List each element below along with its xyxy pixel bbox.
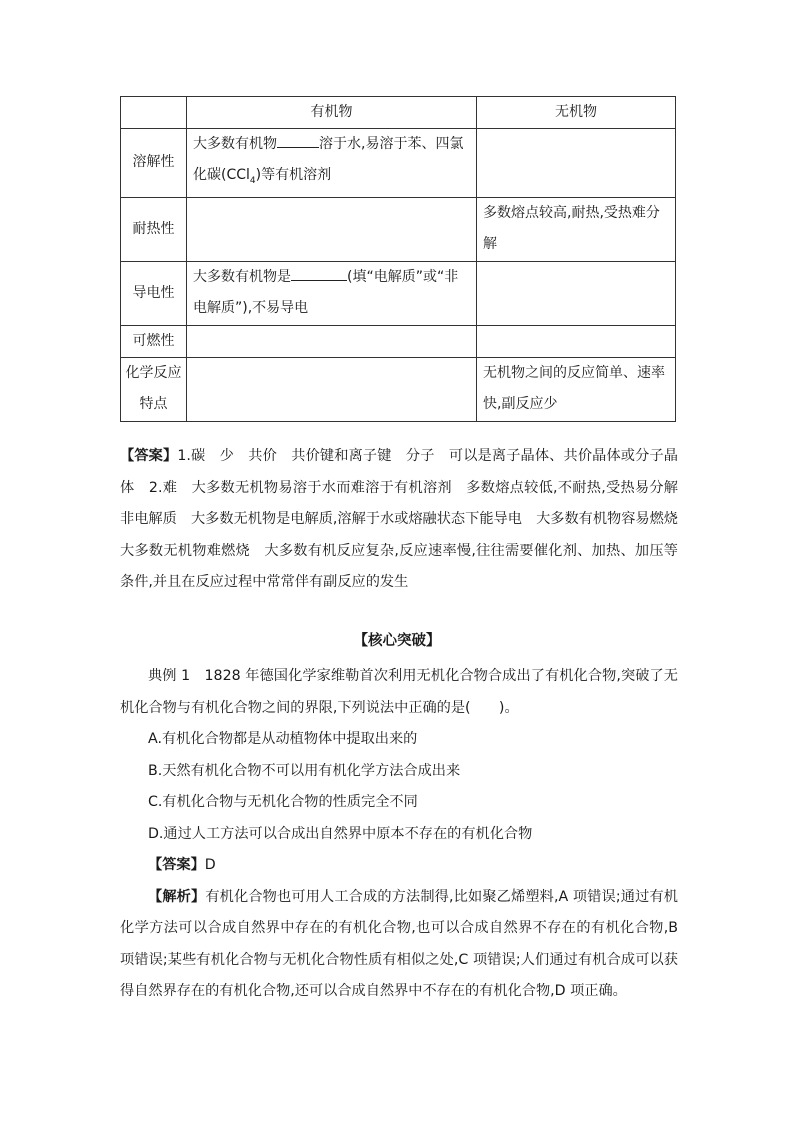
option-c: C.有机化合物与无机化合物的性质完全不同 (148, 794, 418, 810)
answer-paragraph (120, 441, 693, 599)
table-row (121, 129, 676, 198)
cell-organic-reaction (187, 357, 477, 421)
cell-organic-heat-resistance (187, 197, 477, 261)
cell-text: 大多数有机物 (193, 136, 277, 152)
row-label-solubility: 溶解性 (121, 129, 187, 198)
example-answer-tag: 【答案】 (148, 857, 205, 873)
row-label-conductivity: 导电性 (121, 261, 187, 325)
subscript: 4 (249, 175, 256, 186)
answer-tag: 【答案】 (120, 448, 178, 464)
example-block (120, 661, 678, 1008)
table-header-inorganic: 无机物 (477, 97, 676, 129)
cell-inorganic-conductivity (477, 261, 676, 325)
cell-text: )等有机溶剂 (255, 167, 332, 183)
row-label-reaction: 化学反应特点 (121, 357, 187, 421)
comparison-table (120, 96, 676, 422)
option-d: D.通过人工方法可以合成出自然界中原本不存在的有机化合物 (148, 825, 533, 842)
table-header-organic: 有机物 (187, 97, 477, 129)
cell-text: 大多数有机物是 (193, 269, 291, 286)
example-stem: 典例 1 1828 年德国化学家维勒首次利用无机化合物合成出了有机化合物,突破了无机化合物与有机化合物之间的界限,下列说法中正确的是( )。 (120, 668, 678, 716)
fill-blank (277, 133, 319, 148)
cell-inorganic-flammability (477, 325, 676, 357)
row-label-flammability: 可燃性 (121, 325, 187, 357)
analysis-tag: 【解析】 (148, 888, 206, 905)
example-answer (120, 850, 678, 882)
section-heading: 【核心突破】 (353, 633, 441, 649)
table-header-row (121, 97, 676, 129)
cell-organic-flammability (187, 325, 477, 357)
cell-inorganic-heat-resistance: 多数熔点较高,耐热,受热难分解 (477, 197, 676, 261)
cell-text: 溶于水,易溶于苯、四氯化碳(CCl (193, 136, 464, 183)
table-row (121, 261, 676, 325)
cell-organic-conductivity (187, 261, 477, 325)
example-analysis (120, 882, 678, 1008)
table-header-corner (121, 97, 187, 129)
example-answer-value: D (204, 857, 216, 873)
cell-inorganic-reaction: 无机物之间的反应简单、速率快,副反应少 (477, 357, 676, 421)
analysis-text: 有机化合物也可用人工合成的方法制得,比如聚乙烯塑料,A 项错误;通过有机化学方法可以合成自然界中存在的有机化合物,也可以合成自然界不存在的有机化合物,B 项错误;某些有机化合物与无机化合物性质有相似之处,C 项错误;人们通过有机合成可以获得自然界存在的有机化合物,还可以合成自然界中不存在的有机化合物,D 项正确。 (120, 888, 678, 999)
answer-text: 1.碳 少 共价 共价键和离子键 分子 可以是离子晶体、共价晶体或分子晶体 2.难 大多数无机物易溶于水而难溶于有机溶剂 多数熔点较低,不耐热,受热易分解 非电解质 大多数无机物是电解质,溶解于水或熔融状态下能导电 大多数有机物容易燃烧 大多数无机物难燃烧 大多数有机反应复杂,反应速率慢,往往需要催化剂、加热、加压等条件,并且在反应过程中常常伴有副反应的发生 (120, 448, 693, 590)
table-row (121, 197, 676, 261)
fill-blank (291, 266, 347, 281)
cell-inorganic-solubility (477, 129, 676, 198)
cell-text: (填“电解质”或“非电解质”),不易导电 (193, 269, 459, 317)
table-row (121, 357, 676, 421)
cell-organic-solubility (187, 129, 477, 198)
option-b: B.天然有机化合物不可以用有机化学方法合成出来 (148, 762, 461, 779)
row-label-heat-resistance: 耐热性 (121, 197, 187, 261)
table-row (121, 325, 676, 357)
option-a: A.有机化合物都是从动植物体中提取出来的 (148, 731, 418, 747)
